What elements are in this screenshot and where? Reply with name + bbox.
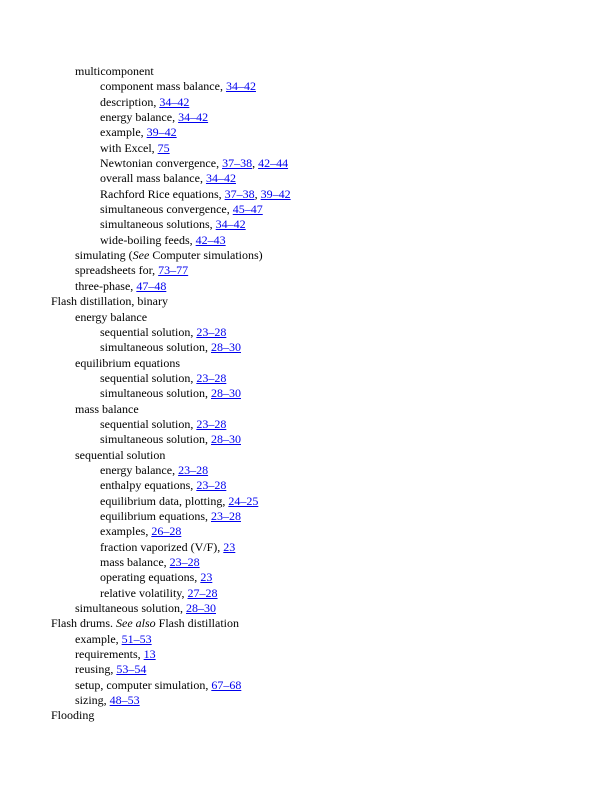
page-ref-link[interactable]: 67–68 [211,677,242,692]
index-subsubentry [0,509,614,524]
entry-text: energy balance, [100,110,179,125]
index-subentry [0,263,614,278]
index-subsubentry [0,325,614,340]
entry-text: equilibrium equations [75,355,180,370]
entry-text: simultaneous solution, [100,432,211,447]
entry-text: examples, [100,524,152,539]
index-subsubentry [0,340,614,355]
entry-text: fraction vaporized (V/F), [100,539,224,554]
entry-text: Rachford Rice equations, [100,186,225,201]
entry-text: simultaneous solution, [100,386,211,401]
index-subentry [0,248,614,263]
page-ref-link[interactable]: 37–38 [222,156,253,171]
page-ref-link[interactable]: 37–38 [224,186,255,201]
entry-text: Flooding [51,708,95,723]
entry-text: Computer simulations) [149,248,263,263]
entry-text: mass balance, [100,555,170,569]
index-subentry [0,279,614,294]
index-subentry [0,662,614,677]
entry-text: equilibrium equations, [100,508,211,523]
entry-text: reusing, [75,662,117,677]
index-subsubentry [0,125,614,140]
entry-text: , [254,186,261,201]
entry-text: simultaneous convergence, [100,202,233,217]
entry-text: requirements, [75,647,144,662]
index-subsubentry [0,187,614,202]
entry-text: three-phase, [75,278,137,293]
index-subsubentry [0,171,614,186]
page-ref-link[interactable]: 39–42 [146,125,177,140]
index-subentry [0,64,614,79]
index-subsubentry [0,524,614,539]
index-subsubentry [0,417,614,432]
entry-text: sequential solution, [100,416,197,431]
index-subsubentry [0,202,614,217]
index-subsubentry [0,463,614,478]
entry-text: energy balance [75,309,148,324]
index-subentry [0,678,614,693]
page-ref-link[interactable]: 51–53 [121,631,152,646]
entry-text: Flash drums. [51,616,117,631]
entry-text: sequential solution, [100,370,197,385]
entry-text: relative volatility, [100,585,188,600]
entry-text: component mass balance, [100,79,226,94]
entry-text: equilibrium data, plotting, [100,493,229,508]
entry-text: description, [100,94,160,109]
entry-text: mass balance [75,401,139,416]
index-subsubentry [0,494,614,509]
page-ref-link[interactable]: 53–54 [116,662,147,677]
index-main-entry [0,616,614,631]
entry-text: simulating ( [75,248,133,263]
entry-text: sizing, [75,693,110,708]
index-subsubentry [0,233,614,248]
entry-text: enthalpy equations, [100,478,197,493]
entry-text: simultaneous solution, [100,340,211,355]
entry-text: spreadsheets for, [75,263,159,278]
entry-text: multicomponent [75,64,154,78]
index-subsubentry [0,95,614,110]
index-subentry [0,601,614,616]
index-subsubentry [0,432,614,447]
page-ref-link[interactable]: 23–28 [196,416,227,431]
page-ref-link[interactable]: 34–42 [159,94,190,109]
entry-text: operating equations, [100,570,201,585]
page-ref-link[interactable]: 45–47 [232,202,263,217]
page-ref-link[interactable]: 39–42 [260,186,291,201]
page-ref-link[interactable]: 28–30 [211,340,241,355]
index-subsubentry [0,371,614,386]
entry-text: wide-boiling feeds, [100,232,196,247]
index-subsubentry [0,217,614,232]
entry-text: sequential solution, [100,324,197,339]
entry-text: Flash distillation [155,616,240,631]
page-ref-link[interactable]: 24–25 [228,493,259,508]
index-subsubentry [0,156,614,171]
index-subsubentry [0,555,614,570]
page-ref-link[interactable]: 23 [200,570,213,585]
page-ref-link[interactable]: 47–48 [136,278,167,293]
entry-text: example, [100,125,147,140]
index-subentry [0,647,614,662]
page-ref-link[interactable]: 23–28 [210,508,241,523]
page-ref-link[interactable]: 13 [143,647,156,662]
entry-text: with Excel, [100,140,158,155]
page-ref-link[interactable]: 23–28 [169,555,200,569]
index-main-entry [0,708,614,723]
see-reference-text: See also [116,616,156,631]
page-ref-link[interactable]: 23–28 [196,324,227,339]
page-ref-link[interactable]: 34–42 [215,217,246,232]
page-ref-link[interactable]: 34–42 [178,110,209,125]
page-ref-link[interactable]: 27–28 [187,585,218,600]
index-subsubentry [0,141,614,156]
index-subentry [0,448,614,463]
page-ref-link[interactable]: 42–43 [195,232,226,247]
index-subsubentry [0,386,614,401]
index-subsubentry [0,540,614,555]
index-subsubentry [0,110,614,125]
index-subentry [0,310,614,325]
entry-text: example, [75,631,122,646]
page-ref-link[interactable]: 23 [223,539,236,554]
index-subentry [0,693,614,708]
entry-text: Newtonian convergence, [100,156,223,171]
page-ref-link[interactable]: 28–30 [211,386,241,401]
index-subentry [0,402,614,417]
index-subentry [0,632,614,647]
page-ref-link[interactable]: 34–42 [205,171,236,186]
entry-text: simultaneous solutions, [100,217,216,232]
page-ref-link[interactable]: 23–28 [196,478,227,493]
index-subsubentry [0,586,614,601]
entry-text: overall mass balance, [100,171,206,186]
page-ref-link[interactable]: 48–53 [109,693,140,708]
page-ref-link[interactable]: 28–30 [211,432,241,447]
page-ref-link[interactable]: 34–42 [225,79,256,94]
entry-text: sequential solution [75,447,166,462]
entry-text: setup, computer simulation, [75,677,212,692]
entry-text: , [252,156,259,171]
page-ref-link[interactable]: 23–28 [178,462,209,477]
index-subsubentry [0,570,614,585]
page-ref-link[interactable]: 26–28 [151,524,182,539]
page-ref-link[interactable]: 73–77 [158,263,189,278]
entry-text: energy balance, [100,462,179,477]
entry-text: Flash distillation, binary [51,294,168,309]
index-main-entry [0,294,614,309]
index-subsubentry [0,79,614,94]
page-ref-link[interactable]: 28–30 [186,601,216,616]
page-ref-link[interactable]: 42–44 [258,156,289,171]
index-subsubentry [0,478,614,493]
page-ref-link[interactable]: 75 [157,140,170,155]
index-subentry [0,356,614,371]
entry-text: simultaneous solution, [75,601,186,616]
see-reference-text: See [132,248,150,263]
page-ref-link[interactable]: 23–28 [196,370,227,385]
